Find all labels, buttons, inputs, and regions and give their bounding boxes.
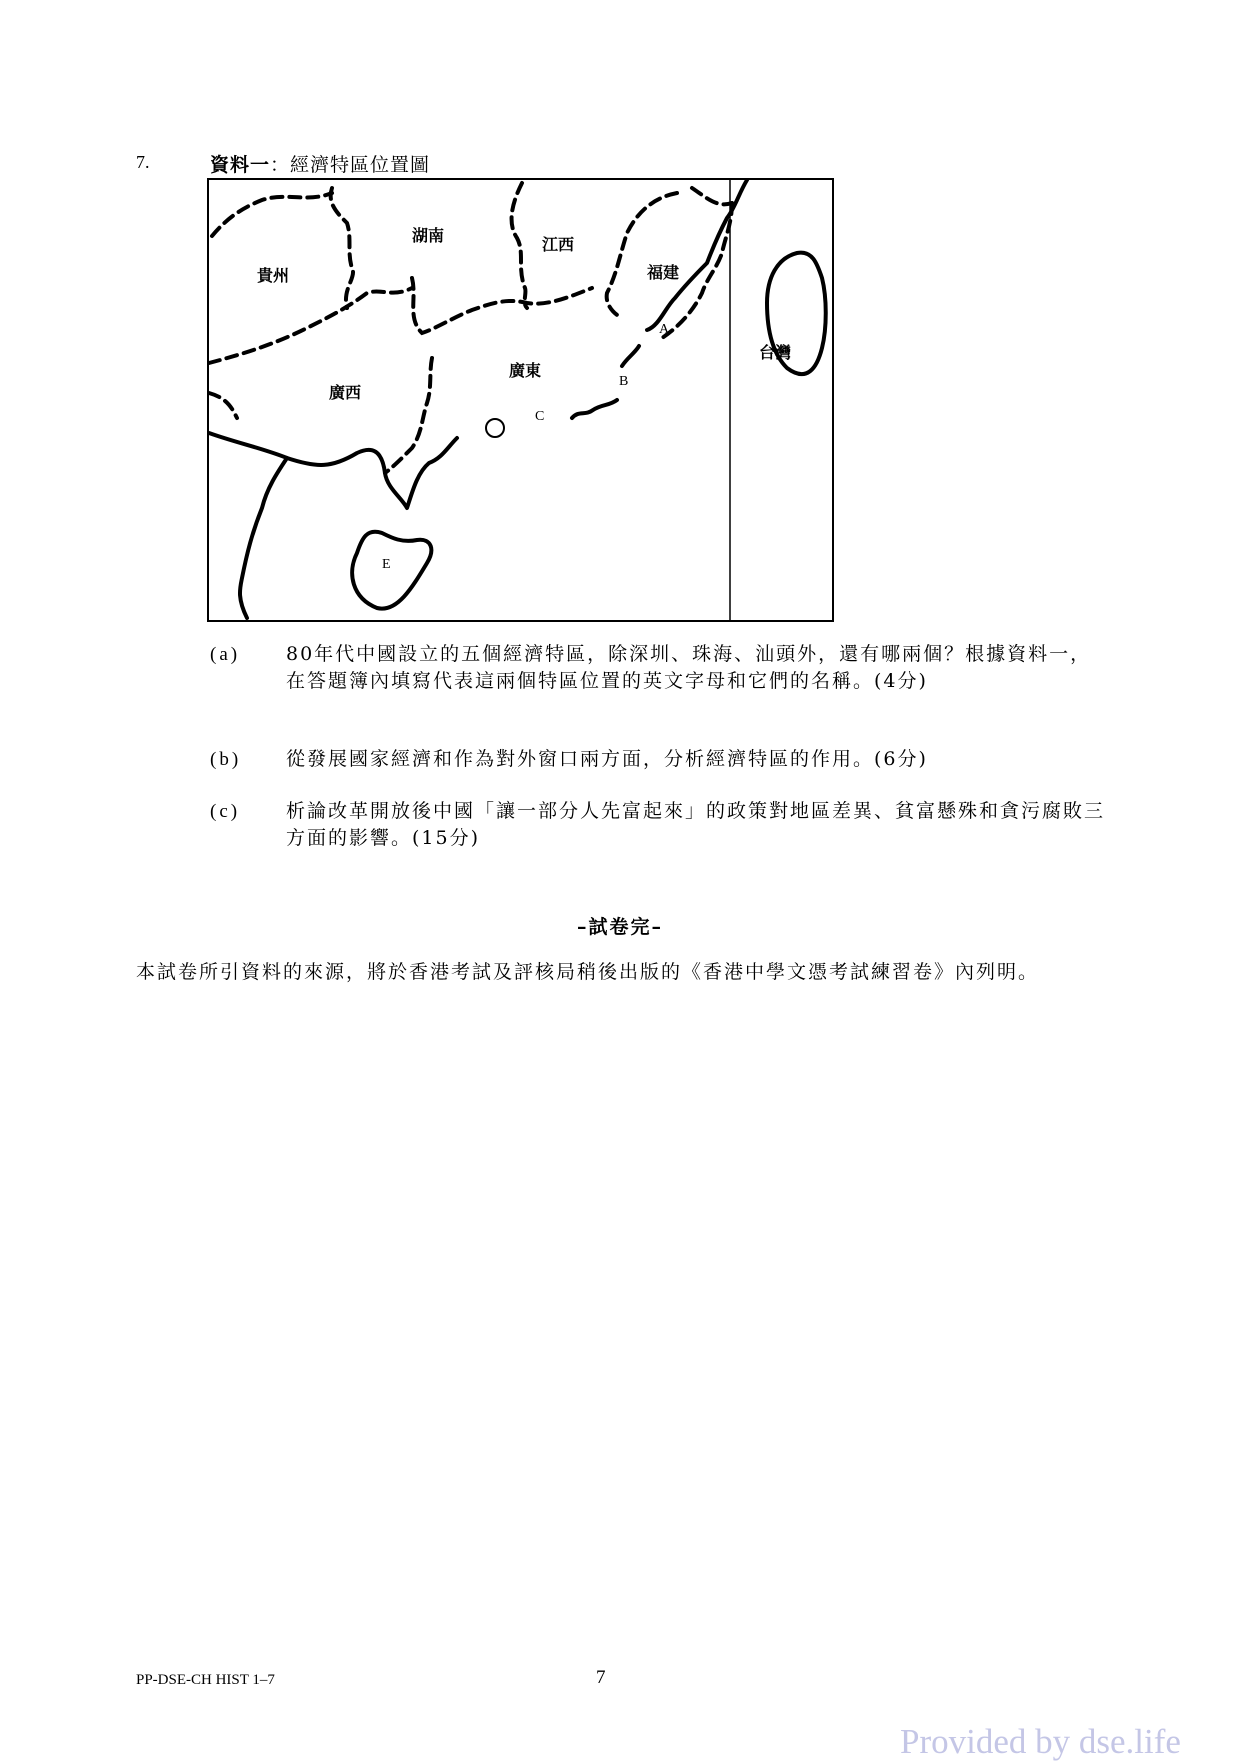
paper-code: PP-DSE-CH HIST 1–7: [136, 1672, 275, 1688]
letter-c: C: [535, 409, 545, 424]
label-guangxi: 廣西: [329, 383, 362, 402]
letter-e: E: [382, 557, 391, 572]
letter-a: A: [659, 322, 670, 337]
label-fujian: 福建: [647, 263, 680, 282]
label-guizhou: 貴州: [257, 266, 290, 285]
label-taiwan: 台灣: [759, 343, 792, 362]
source-caption: ：經濟特區位置圖: [270, 154, 431, 176]
letter-b: B: [619, 374, 629, 389]
part-b-label: (b): [210, 749, 242, 770]
source-title: [210, 150, 430, 177]
part-a-text: 80年代中國設立的五個經濟特區，除深圳、珠海、汕頭外，還有哪兩個？根據資料一，在答題簿內填寫代表這兩個特區位置的英文字母和它們的名稱。(4分): [286, 643, 1092, 692]
label-guangdong: 廣東: [509, 361, 542, 380]
label-hunan: 湖南: [412, 226, 445, 245]
label-jiangxi: 江西: [542, 235, 575, 254]
end-of-paper: –試卷完–: [576, 916, 663, 938]
page-number: 7: [596, 1667, 606, 1688]
sez-location-map: [207, 178, 834, 622]
part-b-text: 從發展國家經濟和作為對外窗口兩方面，分析經濟特區的作用。(6分): [286, 748, 928, 770]
part-a-label: (a): [210, 644, 241, 665]
source-label: 資料一: [210, 154, 271, 176]
question-number: 7.: [136, 152, 150, 172]
part-c-label: (c): [210, 801, 241, 822]
part-c-text: 析論改革開放後中國「讓一部分人先富起來」的政策對地區差異、貧富懸殊和貪污腐敗三方面的影響。(15分): [286, 800, 1106, 849]
source-note: 本試卷所引資料的來源，將於香港考試及評核局稍後出版的《香港中學文憑考試練習卷》內列明。: [136, 961, 1040, 983]
provided-by-watermark[interactable]: Provided by dse.life: [900, 1722, 1181, 1761]
